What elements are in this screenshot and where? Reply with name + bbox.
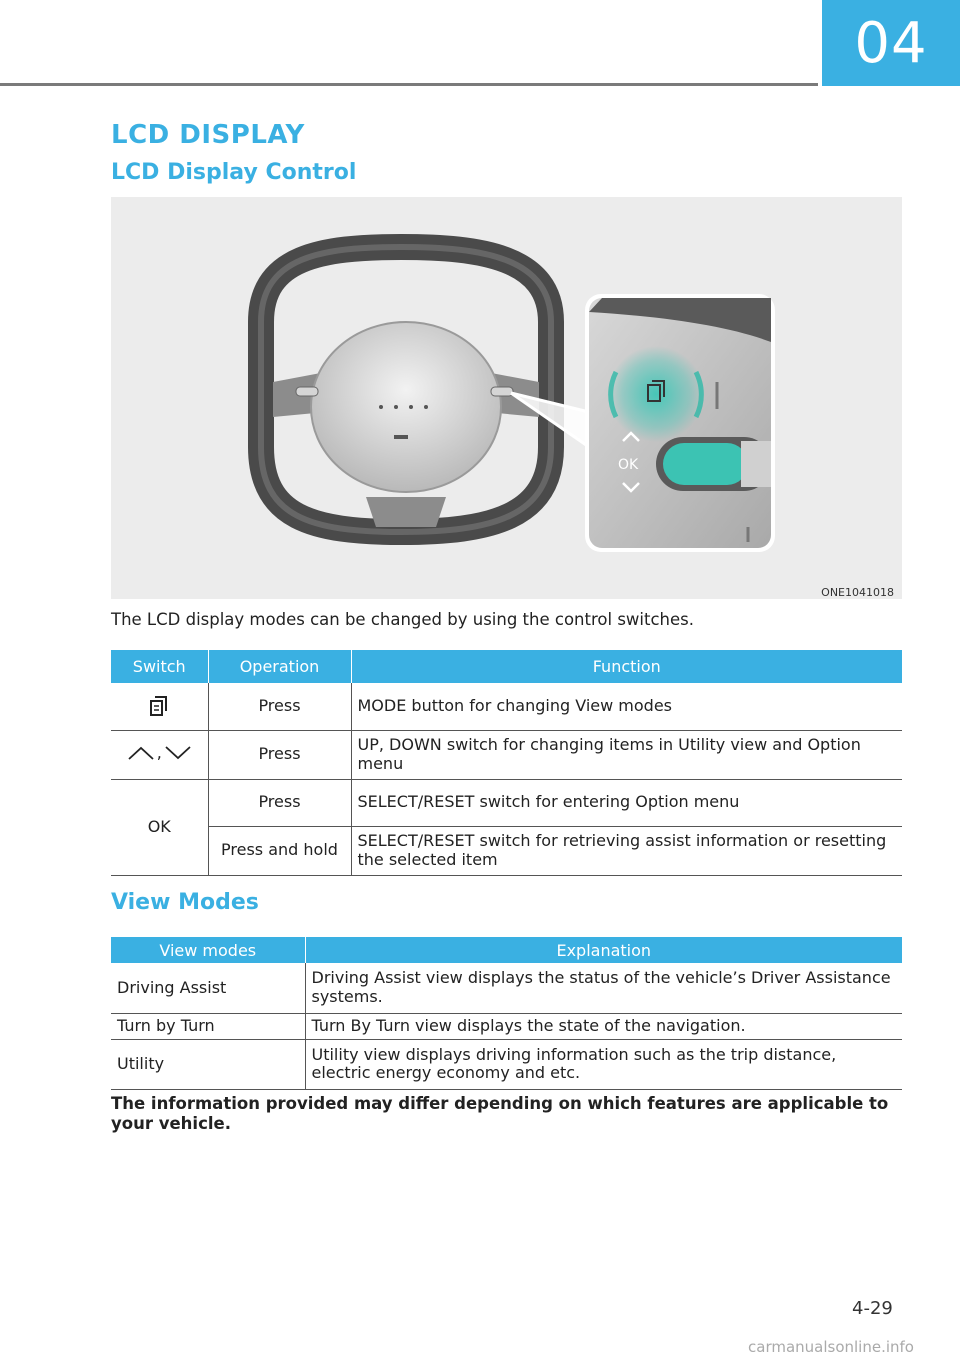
mode-icon — [149, 695, 169, 717]
operation-cell: Press — [208, 730, 351, 779]
table-row — [111, 1039, 902, 1089]
chevron-up-icon — [127, 745, 155, 761]
operation-cell: Press and hold — [208, 826, 351, 875]
table-row — [111, 1013, 902, 1039]
mode-cell: Utility — [111, 1039, 305, 1089]
function-cell: SELECT/RESET switch for retrieving assist information or resetting the selected item — [351, 826, 902, 875]
table-row — [111, 826, 902, 875]
table-row — [111, 779, 902, 826]
subsection-title-lcd-control: LCD Display Control — [111, 160, 357, 185]
header-operation: Operation — [208, 650, 351, 683]
steering-wheel-illustration — [111, 197, 902, 599]
table-row — [111, 683, 902, 730]
section-title: LCD DISPLAY — [111, 120, 305, 150]
switch-ok-label: OK — [618, 457, 639, 473]
function-cell: MODE button for changing View modes — [351, 683, 902, 730]
intro-text: The LCD display modes can be changed by using the control switches. — [111, 610, 694, 629]
mode-cell: Driving Assist — [111, 963, 305, 1013]
chapter-tab: 04 — [822, 0, 960, 86]
watermark: carmanualsonline.info — [748, 1338, 914, 1356]
header-rule — [0, 83, 818, 86]
mode-cell: Turn by Turn — [111, 1013, 305, 1039]
header-function: Function — [351, 650, 902, 683]
view-modes-table — [111, 937, 902, 1090]
function-cell: SELECT/RESET switch for entering Option menu — [351, 779, 902, 826]
chevron-down-icon — [164, 745, 192, 761]
airbag-hub — [311, 322, 501, 492]
page-number: 4-29 — [852, 1298, 893, 1319]
switch-cell-ok: OK — [111, 779, 208, 875]
header-view-modes: View modes — [111, 937, 305, 963]
applicability-note: The information provided may differ depending on which features are applicable to your vehicle. — [111, 1094, 889, 1133]
function-cell: UP, DOWN switch for changing items in Utility view and Option menu — [351, 730, 902, 779]
control-switch-table — [111, 650, 902, 876]
subsection-title-view-modes: View Modes — [111, 890, 259, 915]
switch-cell — [111, 730, 208, 779]
explanation-cell: Driving Assist view displays the status of the vehicle’s Driver Assistance systems. — [305, 963, 902, 1013]
table-row — [111, 730, 902, 779]
switch-cell — [111, 683, 208, 730]
header-explanation: Explanation — [305, 937, 902, 963]
explanation-cell: Utility view displays driving information such as the trip distance, electric energy economy and etc. — [305, 1039, 902, 1089]
figure-code: ONE1041018 — [821, 586, 894, 599]
operation-cell: Press — [208, 683, 351, 730]
switch-separator: , — [156, 742, 162, 762]
mode-button-glow — [608, 346, 704, 442]
operation-cell: Press — [208, 779, 351, 826]
header-switch: Switch — [111, 650, 208, 683]
table-row — [111, 963, 902, 1013]
explanation-cell: Turn By Turn view displays the state of the navigation. — [305, 1013, 902, 1039]
steering-wheel-figure — [111, 197, 902, 599]
